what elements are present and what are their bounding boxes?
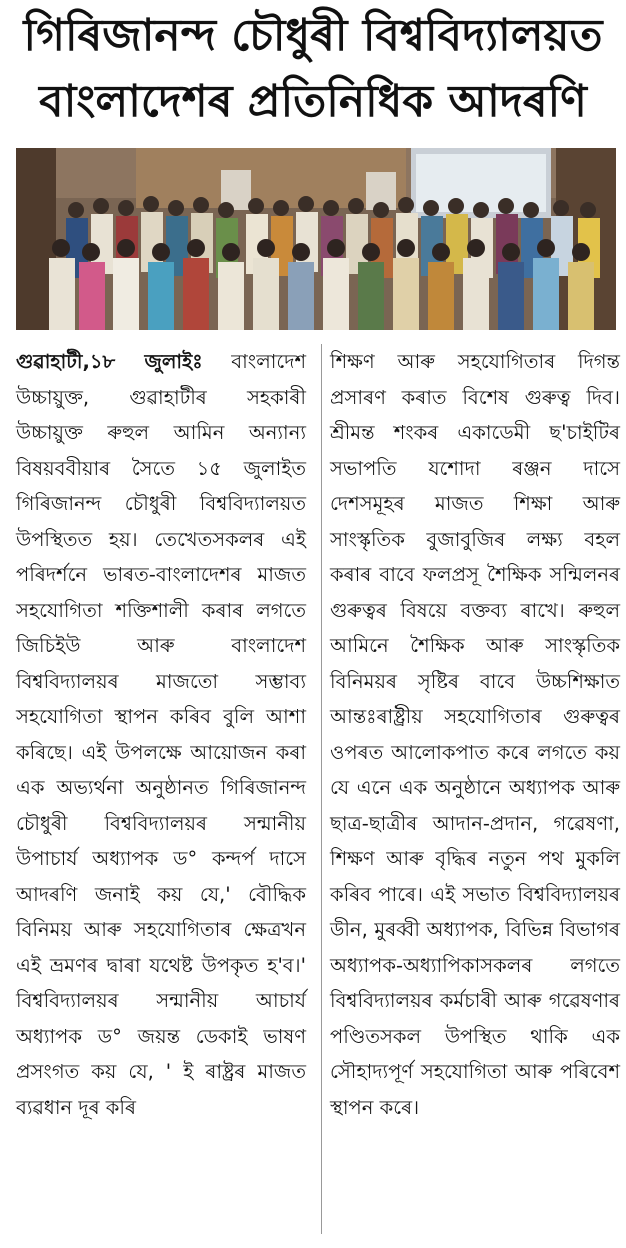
article-left-text: বাংলাদেশ উচ্চায়ুক্ত, গুৱাহাটীৰ সহকাৰী উচ্চায়ুক্ত ৰুহুল আমিন অন্যান্য বিষয়ববীয়াৰ সৈতে ১৫ জুলাইত গিৰিজানন্দ চৌধুৰী বিশ্ববিদ্যালয়ত উপস্থিতত হয়। তেখেতসকলৰ এই পৰিদৰ্শনে ভাৰত-বাংলাদেশৰ মাজত সহযোগিতা শক্তিশালী কৰাৰ লগতে জিচিইউ আৰু বাংলাদেশ বিশ্ববিদ্যালয়ৰ মাজতো সম্ভাব্য সহযোগিতা স্থাপন কৰিব বুলি আশা কৰিছে। এই উপলক্ষে আয়োজন কৰা এক অভ্যৰ্থনা অনুষ্ঠানত গিৰিজানন্দ চৌধুৰী বিশ্ববিদ্যালয়ৰ সন্মানীয় উপাচাৰ্য অধ্যাপক ড° কন্দৰ্প দাসে আদৰণি জনাই কয় যে,' বৌদ্ধিক বিনিময় আৰু সহযোগিতাৰ ক্ষেত্ৰখন এই ভ্ৰমণৰ দ্বাৰা যথেষ্ট উপকৃত হ'ব।' বিশ্ববিদ্যালয়ৰ সন্মানীয় আচাৰ্য অধ্যাপক ড° জয়ন্ত ডেকাই ভাষণ প্ৰসংগত কয় যে, ' ই ৰাষ্ট্ৰৰ মাজত ব্যৱধান দূৰ কৰি <box>16 350 307 1119</box>
headline-line-2: বাংলাদেশৰ প্ৰতিনিধিক আদৰণি <box>39 76 587 127</box>
column-divider <box>321 344 322 1234</box>
article-column-left <box>16 344 306 1125</box>
article-dateline: গুৱাহাটী,১৮ জুলাইঃ <box>16 350 203 373</box>
group-photo <box>16 148 616 330</box>
article-column-right <box>330 344 620 1125</box>
headline <box>0 0 626 140</box>
article-right-text: শিক্ষণ আৰু সহযোগিতাৰ দিগন্ত প্ৰসাৰণ কৰাত বিশেষ গুৰুত্ব দিব। শ্ৰীমন্ত শংকৰ একাডেমী ছ'চাইটিৰ সভাপতি যশোদা ৰঞ্জন দাসে দেশসমূহৰ মাজত শিক্ষা আৰু সাংস্কৃতিক বুজাবুজিৰ লক্ষ্য বহল কৰাৰ বাবে ফলপ্ৰসূ শৈক্ষিক সন্মিলনৰ গুৰুত্বৰ বিষয়ে বক্তব্য ৰাখে। ৰুহুল আমিনে শৈক্ষিক আৰু সাংস্কৃতিক বিনিময়ৰ সৃষ্টিৰ বাবে উচ্চশিক্ষাত আন্তঃৰাষ্ট্ৰীয় সহযোগিতাৰ গুৰুত্বৰ ওপৰত আলোকপাত কৰে লগতে কয় যে এনে এক অনুষ্ঠানে অধ্যাপক আৰু ছাত্ৰ-ছাত্ৰীৰ আদান-প্ৰদান, গৱেষণা, শিক্ষণ আৰু বৃদ্ধিৰ নতুন পথ মুকলি কৰিব পাৰে। এই সভাত বিশ্ববিদ্যালয়ৰ ডীন, মুৰব্বী অধ্যাপক, বিভিন্ন বিভাগৰ অধ্যাপক-অধ্যাপিকাসকলৰ লগতে বিশ্ববিদ্যালয়ৰ কৰ্মচাৰী আৰু গৱেষণাৰ পণ্ডিতসকল উপস্থিত থাকি এক সৌহাদ্যপূৰ্ণ সহযোগিতা আৰু পৰিবেশ স্থাপন কৰে। <box>330 350 620 1119</box>
group-photo-icon <box>16 148 616 330</box>
headline-line-1: গিৰিজানন্দ চৌধুৰী বিশ্ববিদ্যালয়ত <box>23 10 603 61</box>
